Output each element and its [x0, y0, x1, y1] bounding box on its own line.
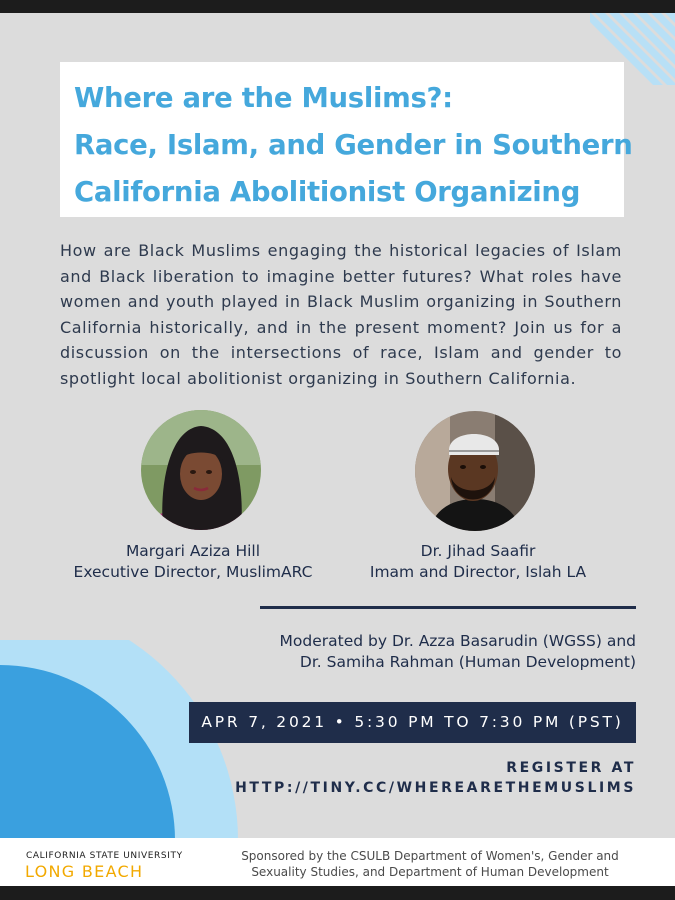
- speaker-photo-margari-hill: [141, 410, 261, 530]
- speaker-photo-jihad-saafir: [415, 411, 535, 531]
- divider-rule: [260, 606, 636, 609]
- speaker-role-1: Executive Director, MuslimARC: [73, 563, 313, 581]
- speaker-name-2: Dr. Jihad Saafir: [420, 542, 536, 560]
- title-line-1: Where are the Muslims?:: [74, 82, 453, 114]
- title-box: [60, 62, 633, 217]
- register-url-link[interactable]: HTTP://TINY.CC/WHEREARETHEMUSLIMS: [235, 780, 636, 796]
- moderators-line-1: Moderated by Dr. Azza Basarudin (WGSS) and: [279, 632, 636, 650]
- top-border: [0, 0, 675, 13]
- title-line-3: California Abolitionist Organizing: [74, 176, 581, 208]
- speaker-name-1: Margari Aziza Hill: [125, 542, 261, 560]
- sponsor-text: Sponsored by the CSULB Department of Women's, Gender and Sexuality Studies, and Department of Human Development: [241, 849, 619, 879]
- moderators-line-2: Dr. Samiha Rahman (Human Development): [299, 653, 636, 671]
- footer: [0, 838, 675, 886]
- intro-paragraph: How are Black Muslims engaging the historical legacies of Islam and Black liberation to imagine better futures? What roles have women and youth played in Black Muslim organizing in Southern California historically, and in the present moment? Join us for a discussion on the intersections of race, Islam and gender to spotlight local abolitionist organizing in Southern California.: [60, 241, 622, 388]
- event-date-banner: APR 7, 2021 • 5:30 PM TO 7:30 PM (PST): [189, 702, 636, 743]
- title-line-2: Race, Islam, and Gender in Southern: [74, 129, 633, 161]
- university-logo-text: LONG BEACH: [25, 862, 144, 881]
- speaker-role-2: Imam and Director, Islah LA: [369, 563, 587, 581]
- bottom-border: [0, 886, 675, 900]
- register-label: REGISTER AT: [506, 760, 636, 776]
- university-name-small: CALIFORNIA STATE UNIVERSITY: [26, 851, 183, 861]
